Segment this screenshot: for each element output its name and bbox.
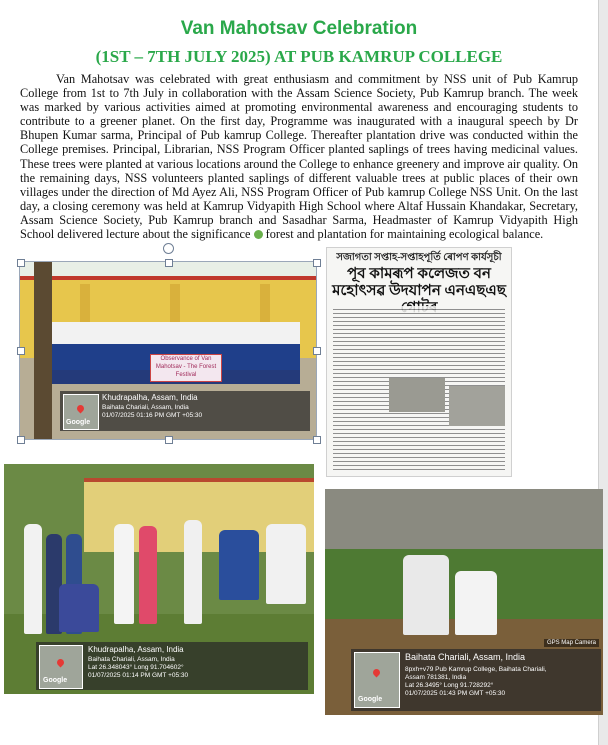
mini-map [39,645,83,689]
google-logo: Google [66,419,91,426]
students [219,530,259,600]
rotate-handle-icon[interactable] [163,243,174,254]
sapling-planting-photo [325,489,603,715]
gps-place: Khudrapalha, Assam, India [102,393,198,402]
news-kicker: সজাগতা সপ্তাহ-সপ্তাহপূৰ্তি ৰোপণ কাৰ্যসূচী [336,252,502,263]
event-banner: Observance of Van Mahotsav - The Forest Festival [150,354,222,382]
gps-camera-label: GPS Map Camera [544,639,599,647]
paragraph-tail: forest and plantation for maintaining ecological balance. [265,227,544,242]
gps-overlay [351,649,601,711]
paragraph-text: Van Mahotsav was celebrated with great enthusiasm and commitment by NSS unit of Pub Kamrup College from 1st to 7th July in collaboration with the Assam Science Society, Pub Kamrup branch. The week was marked by various activities aimed at promoting environmental awareness and encouraging students to contribute to a greener planet. On the first day, Programme was inaugurated with a inaugural speech by Dr Bhupen Kumar sarma, Principal of Pub kamrup College. Thereafter plantation drive was conducted within the College premises. Principal, Librarian, NSS Program Officer planted saplings of trees having medicinal values. These trees were planted at various locations around the College to enhance greenery and improve air quality. On the remaining days, NSS volunteers planted saplings of different valuable trees at public places of their own villages under the direction of Md Ayez Ali, NSS Program Officer of Pub kamrup College NSS Unit. On the last day, a closing ceremony was held at Kamrup Vidyapith High School where Altaf Hussain Khandakar, Secretary, Assam Science Society, Pub Kamrup branch and Sasadhar Sarma, Headmaster of Kamrup Vidyapith High School delivered lecture about the significance [20,72,578,242]
plantation-group-photo [4,464,314,694]
resize-handle[interactable] [17,259,25,267]
group-photo[interactable] [20,262,316,439]
tree-trunk [34,262,52,439]
gps-address: Baihata Chariali, Assam, India [88,656,175,663]
body-paragraph [20,72,578,241]
mini-map [354,652,400,708]
gps-place: Baihata Chariali, Assam, India [405,652,526,662]
google-logo: Google [358,696,383,703]
gps-timestamp: 01/07/2025 01:14 PM GMT +05:30 [88,672,189,679]
person-planting [59,584,99,632]
person [184,520,202,624]
person-planting [455,571,497,635]
person [139,526,157,624]
gps-address-2: Assam 781381, India [405,674,467,681]
location-pin-icon [76,404,86,414]
resize-handle[interactable] [165,436,173,444]
gps-address: 8pxh+v79 Pub Kamrup College, Baihata Chariali, [405,666,547,673]
resize-handle[interactable] [313,259,321,267]
gps-address: Baihata Chariali, Assam, India [102,404,189,411]
person [24,524,42,634]
gps-timestamp: 01/07/2025 01:16 PM GMT +05:30 [102,412,203,419]
location-pin-icon [372,668,382,678]
gps-coordinates: Lat 26.3495° Long 91.728292° [405,682,494,689]
google-logo: Google [43,677,68,684]
mini-map [63,394,99,430]
newspaper-clipping [326,247,512,477]
gps-overlay [60,391,310,431]
gps-overlay [36,642,308,690]
resize-handle[interactable] [17,436,25,444]
news-photo [389,378,445,412]
students [266,524,306,604]
resize-handle[interactable] [165,259,173,267]
page-title: Van Mahotsav Celebration [180,18,418,39]
news-photo [449,386,505,426]
news-headline: পূব কামৰূপ কলেজত বন মহোৎসৱ উদযাপন এনএছএছ [332,266,506,299]
resize-handle[interactable] [313,436,321,444]
word-marker-icon [254,230,263,239]
person-planting [403,555,449,635]
resize-handle[interactable] [17,347,25,355]
gps-coordinates: Lat 26.348043° Long 91.704602° [88,664,184,671]
page-subtitle: (1ST – 7TH JULY 2025) AT PUB KAMRUP COLLEGE [95,47,503,66]
location-pin-icon [56,658,66,668]
gps-place: Khudrapalha, Assam, India [88,645,184,654]
gps-timestamp: 01/07/2025 01:43 PM GMT +05:30 [405,690,506,697]
resize-handle[interactable] [313,347,321,355]
background-wall [325,489,603,549]
person [114,524,134,624]
